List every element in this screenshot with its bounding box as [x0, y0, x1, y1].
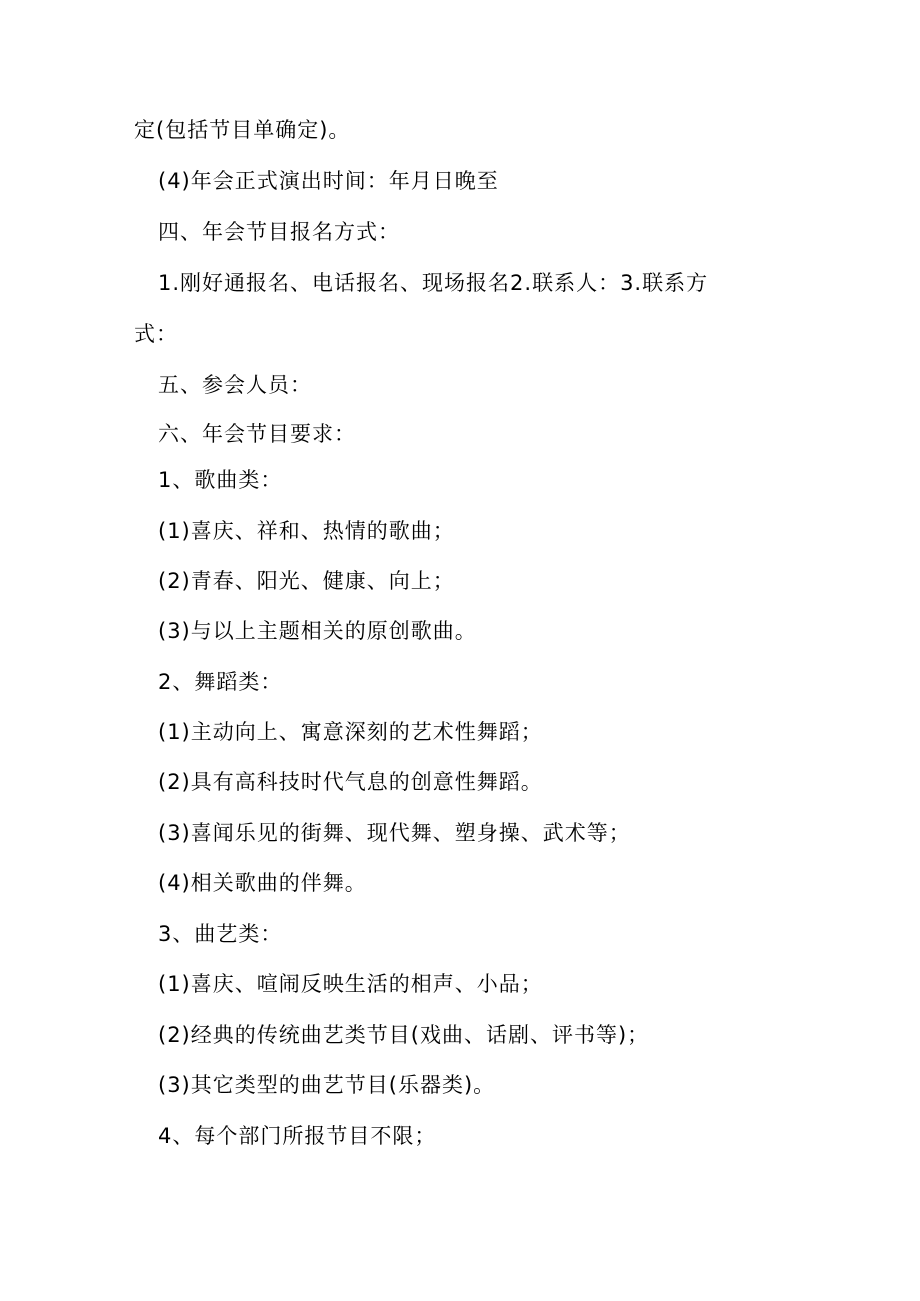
list-item: (1)喜庆、喧闹反映生活的相声、小品； — [158, 972, 543, 996]
list-item: (3)其它类型的曲艺节目(乐器类)。 — [158, 1073, 496, 1097]
list-item: (3)喜闻乐见的街舞、现代舞、塑身操、武术等； — [158, 821, 631, 845]
list-item: (2)青春、阳光、健康、向上； — [158, 569, 455, 593]
text-line-21: 4、每个部门所报节目不限； — [158, 1124, 437, 1148]
list-item: (1)喜庆、祥和、热情的歌曲； — [158, 519, 455, 543]
section-heading-4: 四、年会节目报名方式： — [158, 220, 400, 244]
category-heading-quyi: 3、曲艺类： — [158, 922, 283, 946]
list-item: (1)主动向上、寓意深刻的艺术性舞蹈； — [158, 720, 543, 744]
category-heading-dance: 2、舞蹈类： — [158, 670, 283, 694]
text-line-4: 1.刚好通报名、电话报名、现场报名2.联系人：3.联系方 — [158, 271, 709, 295]
text-line-5: 式： — [134, 322, 178, 346]
list-item: (2)经典的传统曲艺类节目(戏曲、话剧、评书等)； — [158, 1023, 650, 1047]
list-item: (2)具有高科技时代气息的创意性舞蹈。 — [158, 770, 543, 794]
list-item: (4)相关歌曲的伴舞。 — [158, 871, 367, 895]
section-heading-6: 六、年会节目要求： — [158, 422, 356, 446]
text-line-1: 定(包括节目单确定)。 — [134, 118, 351, 142]
text-line-2: (4)年会正式演出时间：年月日晚至 — [158, 169, 499, 193]
list-item: (3)与以上主题相关的原创歌曲。 — [158, 619, 477, 643]
section-heading-5: 五、参会人员： — [158, 373, 312, 397]
category-heading-songs: 1、歌曲类： — [158, 468, 283, 492]
